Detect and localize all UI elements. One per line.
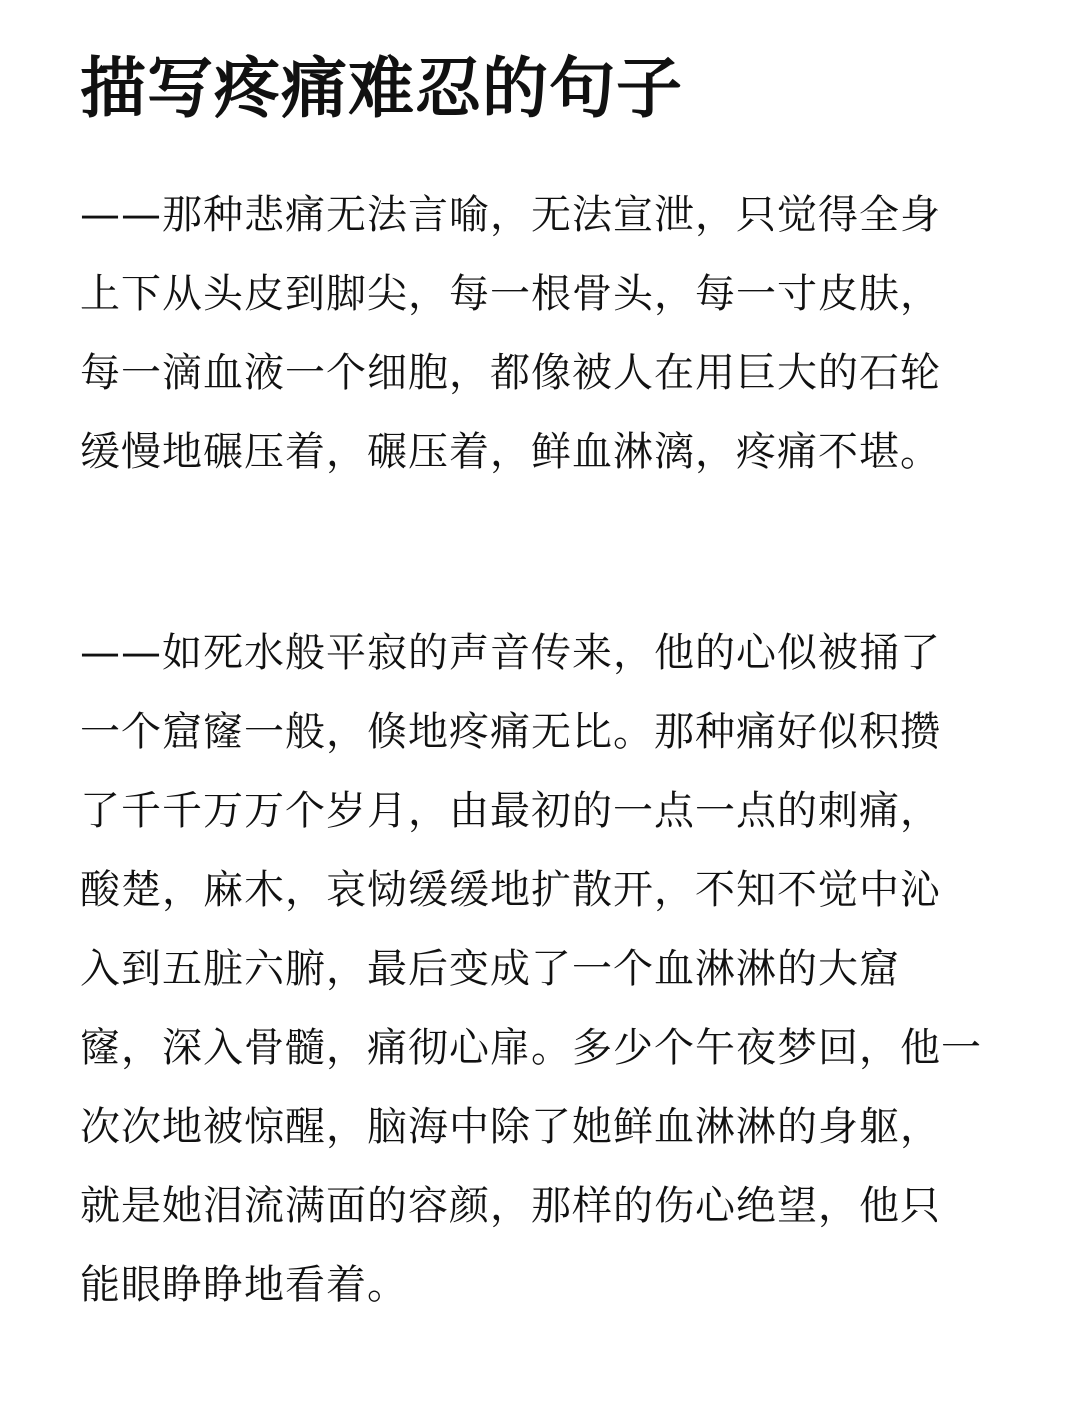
paragraph-line: 能眼睁睁地看着。 [80, 1262, 408, 1308]
paragraph-2 [80, 614, 1020, 1325]
paragraph-line: 窿，深入骨髓，痛彻心扉。多少个午夜梦回，他一 [80, 1025, 982, 1071]
paragraph-line: ——那种悲痛无法言喻，无法宣泄，只觉得全身 [80, 192, 941, 238]
paragraph-line: 上下从头皮到脚尖，每一根骨头，每一寸皮肤， [80, 271, 941, 317]
paragraph-line: 缓慢地碾压着，碾压着，鲜血淋漓，疼痛不堪。 [80, 429, 941, 475]
paragraph-line: 就是她泪流满面的容颜，那样的伤心绝望，他只 [80, 1183, 941, 1229]
paragraph-line: 次次地被惊醒，脑海中除了她鲜血淋淋的身躯， [80, 1104, 941, 1150]
paragraph-1 [80, 176, 1020, 492]
paragraph-line: 入到五脏六腑，最后变成了一个血淋淋的大窟 [80, 946, 900, 992]
page-title: 描写疼痛难忍的句子 [80, 50, 683, 127]
paragraph-line: 了千千万万个岁月，由最初的一点一点的刺痛， [80, 788, 941, 834]
paragraph-line: 一个窟窿一般，倏地疼痛无比。那种痛好似积攒 [80, 709, 941, 755]
paragraph-line: 每一滴血液一个细胞，都像被人在用巨大的石轮 [80, 350, 941, 396]
paragraph-line: 酸楚，麻木，哀恸缓缓地扩散开，不知不觉中沁 [80, 867, 941, 913]
paragraph-line: ——如死水般平寂的声音传来，他的心似被捅了 [80, 630, 941, 676]
